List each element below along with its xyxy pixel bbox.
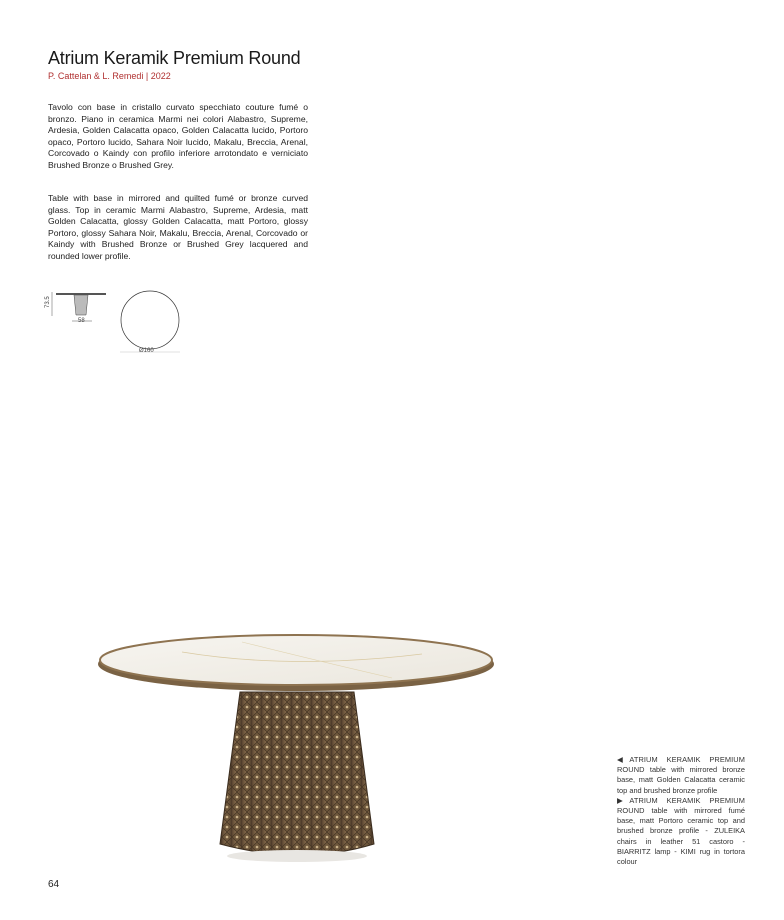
height-label: 73.5 xyxy=(45,296,51,308)
base-width-label: 58 xyxy=(78,318,85,324)
product-title: Atrium Keramik Premium Round xyxy=(48,48,301,68)
caption-heading: ATRIUM KERAMIK PREMIUM ROUND xyxy=(617,795,745,816)
caption-text: table with mirrored bronze base, matt Golden Calacatta ceramic top and brushed bronze profile xyxy=(617,765,745,795)
description-english: Table with base in mirrored and quilted fumé or bronze curved glass. Top in ceramic Marmi Alabastro, Supreme, Ardesia, matt Golden Calacatta, glossy Golden Calacatta, matt Portoro, glossy Portoro, glossy Sahara Noir, Makalu, Breccia, Arenal, Corcovado or Kaindy with Brushed Bronze or Brushed Grey lacquered and rounded lower profile. xyxy=(48,193,308,261)
dimension-drawings xyxy=(44,286,204,366)
description-italian: Tavolo con base in cristallo curvato specchiato couture fumé o bronzo. Piano in ceramica Marmi nei colori Alabastro, Supreme, Ardesia, Golden Calacatta opaco, Golden Calacatta lucido, Portoro opaco, Portoro lucido, Sahara Noir lucido, Makalu, Breccia, Arenal, Corcovado o Kaindy con profilo inferiore arrotondato e verniciato Brushed Bronze o Brushed Grey. xyxy=(48,102,308,170)
caption-heading: ATRIUM KERAMIK PREMIUM ROUND xyxy=(617,755,745,775)
designer-credit: P. Cattelan & L. Remedi | 2022 xyxy=(48,71,171,81)
photo-caption xyxy=(617,755,745,867)
arrow-right-icon: ▶ xyxy=(617,795,630,805)
page-number: 64 xyxy=(48,879,60,890)
diameter-label: Ø160 xyxy=(139,348,154,354)
product-photo xyxy=(92,612,512,878)
caption-entry-1 xyxy=(617,755,745,796)
caption-entry-2 xyxy=(617,796,745,867)
table-side-view-icon xyxy=(44,286,204,366)
caption-text: table with mirrored fumé base, matt Portoro ceramic top and brushed bronze profile - ZULEIKA chairs in leather 51 castoro - BIARRITZ lamp - KIMI rug in tortora colour xyxy=(617,806,745,867)
arrow-left-icon: ◀ xyxy=(617,755,630,764)
